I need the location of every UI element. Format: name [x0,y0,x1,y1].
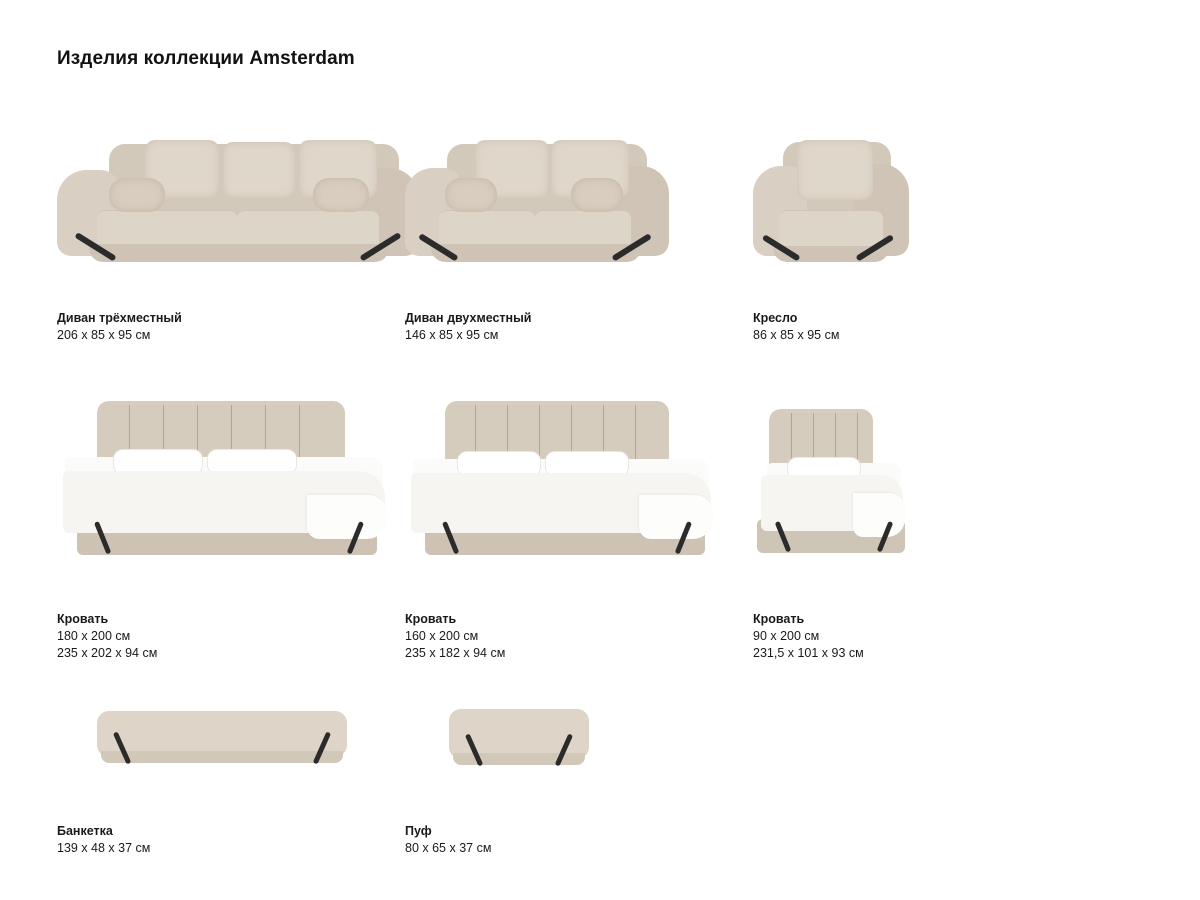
product-name: Диван двухместный [405,311,532,325]
product-card-armchair [753,118,1101,353]
product-card-two-seat-sofa [405,118,753,353]
bed-90-icon [753,401,1101,601]
product-dimensions: 206 x 85 x 95 см [57,328,151,342]
product-card-empty [753,703,1101,883]
bed-180-icon [57,401,405,601]
product-dimensions: 86 x 85 x 95 см [753,328,840,342]
product-dimensions: 180 x 200 см [57,629,131,643]
product-name: Кровать [57,612,109,626]
product-caption [57,823,405,857]
product-caption [405,310,753,344]
product-grid [0,118,1200,883]
product-card-bench [57,703,405,883]
product-caption [405,611,753,662]
product-name: Кровать [405,612,457,626]
product-caption [753,611,1101,662]
product-caption [57,310,405,344]
product-name: Пуф [405,824,432,838]
product-caption [753,310,1101,344]
product-dimensions: 80 x 65 x 37 см [405,841,492,855]
product-dimensions-overall: 231,5 x 101 x 93 см [753,646,864,660]
product-row-3 [0,703,1200,883]
page-title: Изделия коллекции Amsterdam [57,48,355,69]
product-card-bed-180 [57,401,405,660]
product-dimensions-overall: 235 x 182 x 94 см [405,646,506,660]
product-dimensions: 146 x 85 x 95 см [405,328,499,342]
product-name: Банкетка [57,824,113,838]
product-dimensions: 160 x 200 см [405,629,479,643]
product-card-bed-90 [753,401,1101,660]
product-caption [57,611,405,662]
product-dimensions-overall: 235 x 202 x 94 см [57,646,158,660]
product-row-2 [0,401,1200,660]
product-dimensions: 90 x 200 см [753,629,820,643]
bed-160-icon [405,401,753,601]
three-seat-sofa-icon [57,118,405,298]
pouf-icon [405,703,753,813]
product-dimensions: 139 x 48 x 37 см [57,841,151,855]
product-name: Кресло [753,311,798,325]
bench-icon [57,703,405,813]
product-caption [405,823,753,857]
product-name: Диван трёхместный [57,311,182,325]
armchair-icon [753,118,1101,298]
product-name: Кровать [753,612,805,626]
product-card-bed-160 [405,401,753,660]
product-card-pouf [405,703,753,883]
product-card-three-seat-sofa [57,118,405,353]
product-row-1 [0,118,1200,353]
two-seat-sofa-icon [405,118,753,298]
